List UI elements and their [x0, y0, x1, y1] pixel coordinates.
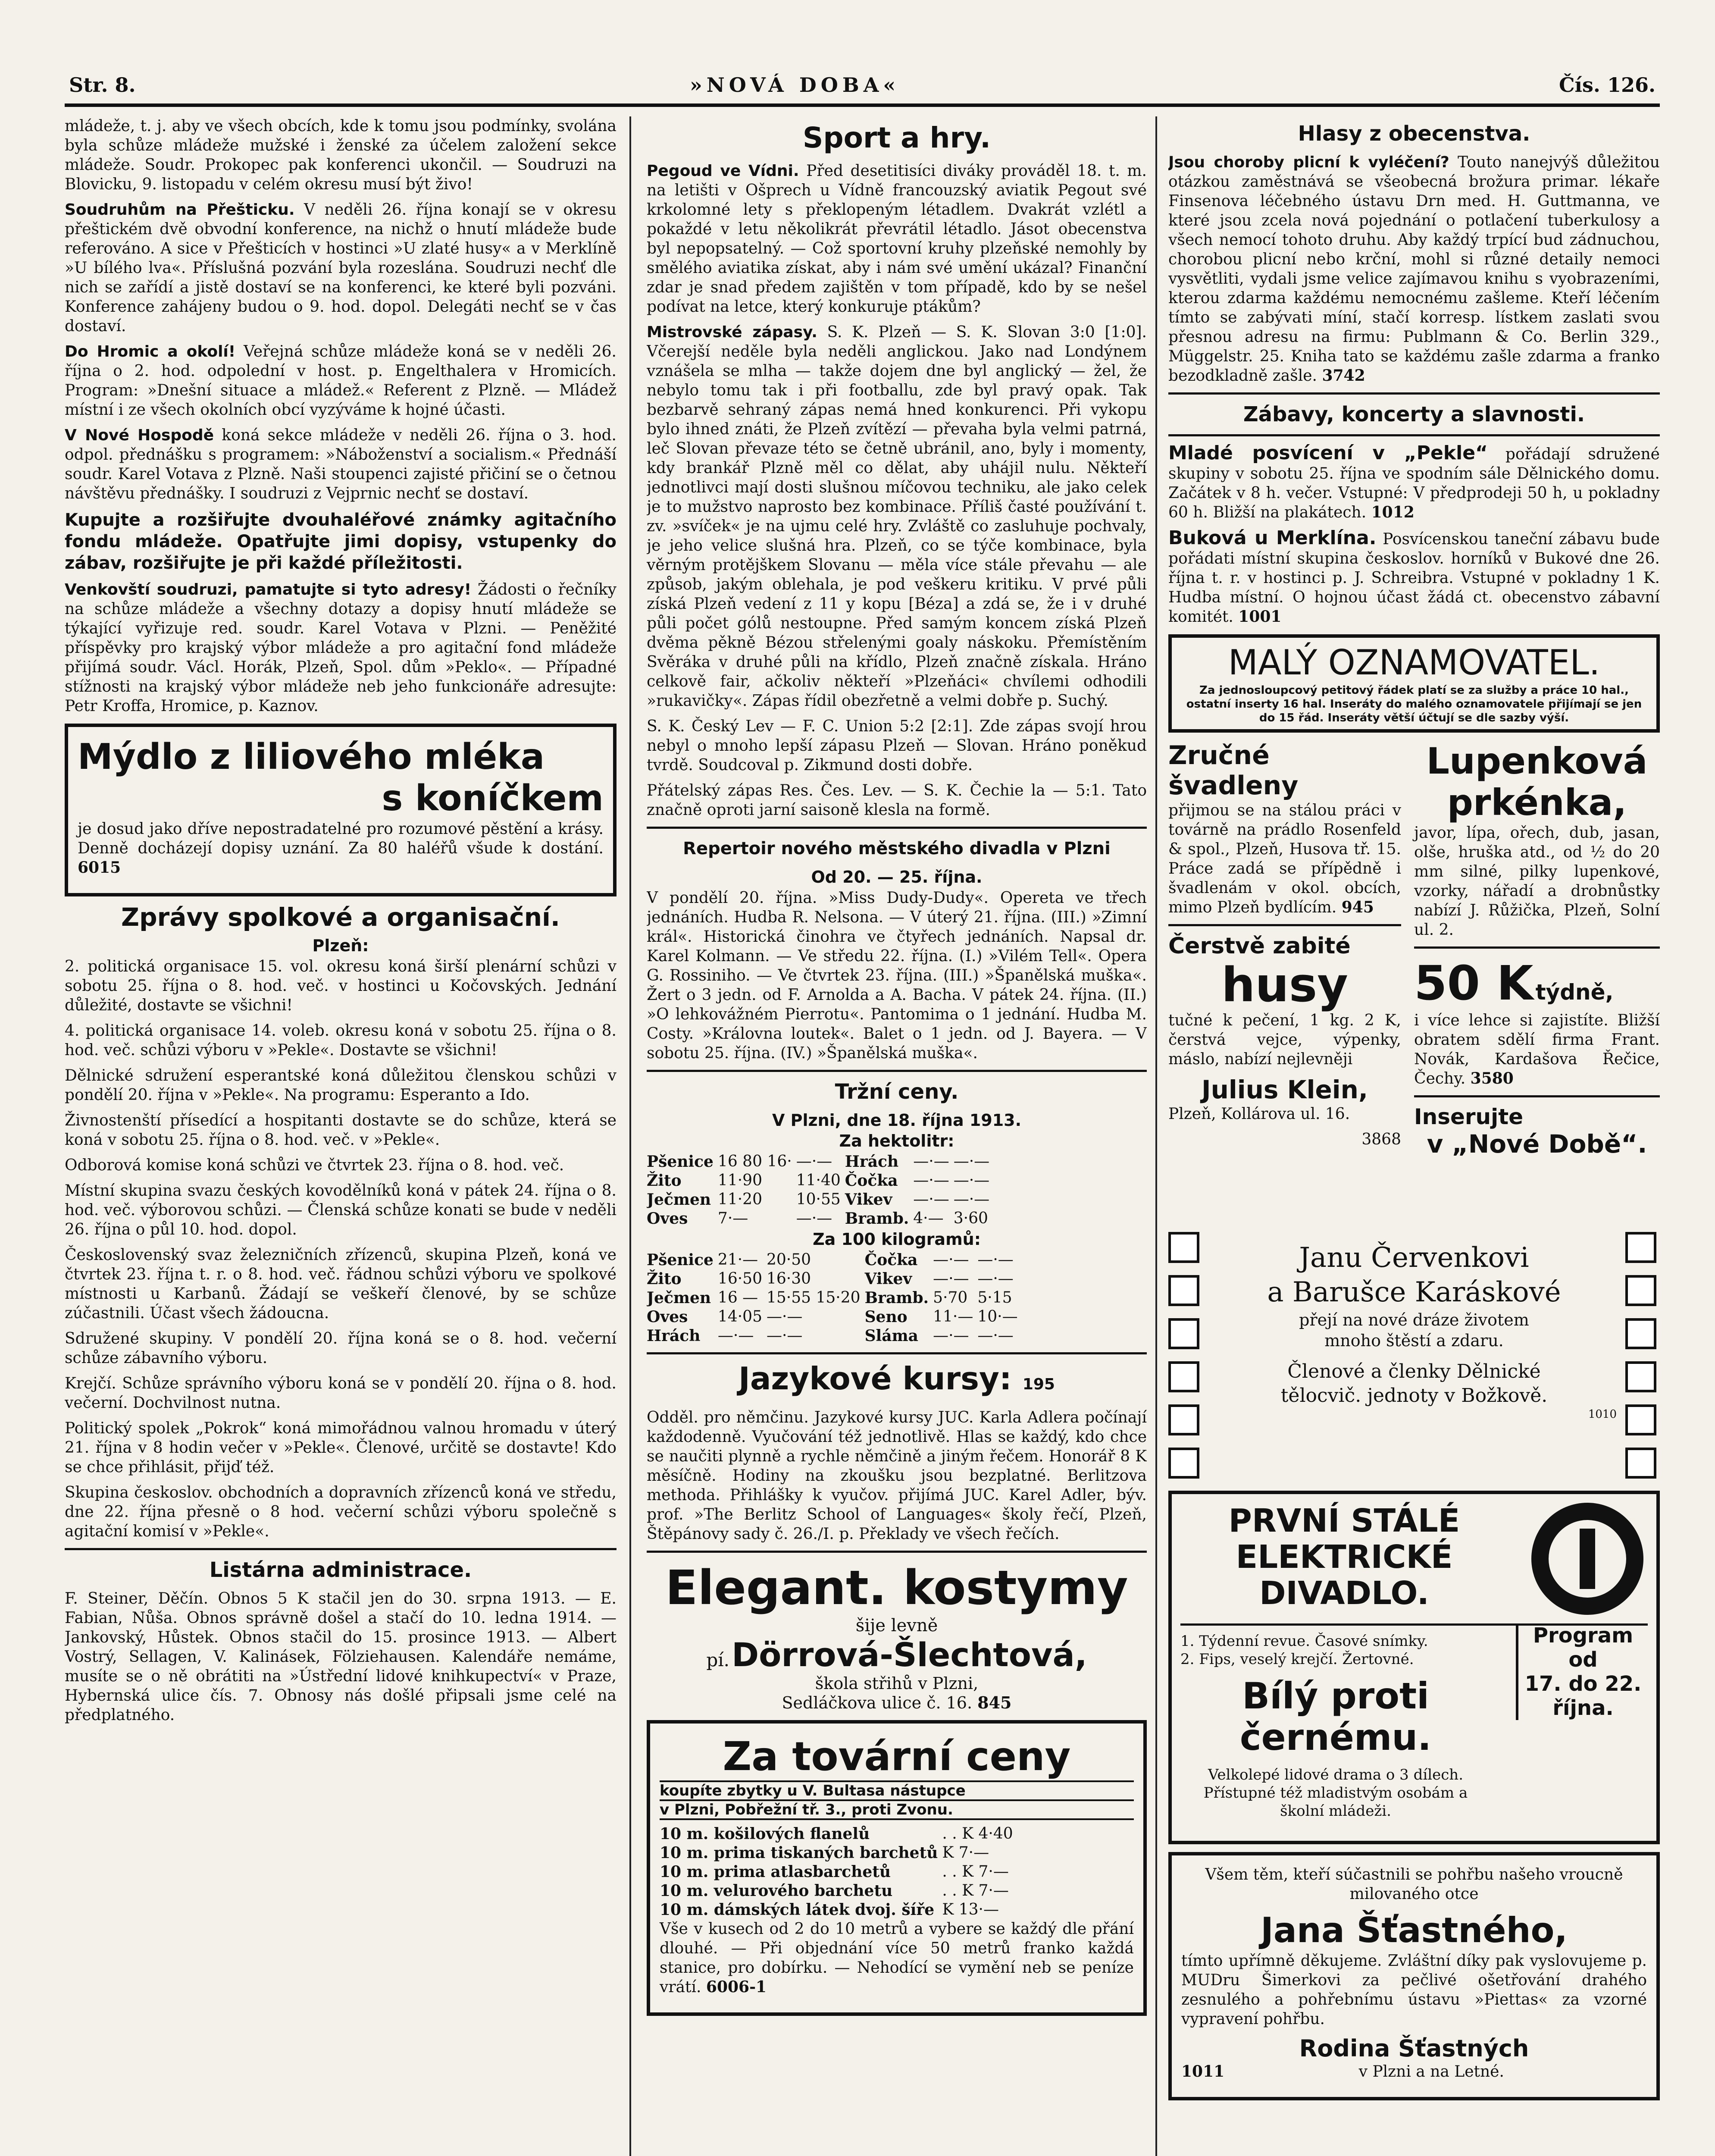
table-cell: Seno	[864, 1308, 908, 1326]
ad-name: Julius Klein,	[1201, 1075, 1368, 1104]
checkbox-icon	[1168, 1361, 1199, 1392]
divider	[1168, 434, 1660, 436]
market-unit: Za hektolitr:	[839, 1131, 955, 1150]
ad-headline: Zručné švadleny	[1168, 740, 1299, 801]
divider	[647, 1551, 1147, 1553]
table-cell: Žito	[647, 1270, 682, 1288]
table-cell: —·—	[796, 1153, 832, 1170]
table-cell: 5·70	[933, 1289, 968, 1307]
table-cell: Vikev	[864, 1270, 912, 1288]
section-title: Zábavy, koncerty a slavnosti.	[1243, 402, 1585, 426]
table-cell: 21·—	[717, 1251, 758, 1269]
table-cell: Ječmen	[647, 1289, 711, 1307]
table-cell: 14·05	[717, 1308, 762, 1326]
table-cell: K 13·—	[942, 1901, 999, 1918]
divider	[647, 827, 1147, 829]
table-cell: —·—	[913, 1172, 949, 1189]
ad-text: javor, lípa, ořech, dub, jasan, olše, hruška atd., od ½ do 20 mm silné, pilky lupenkové, vzorky, nářadí a drobnůstky nabízí J. Růžička, Plzeň, Solní ul. 2.	[1414, 824, 1660, 939]
column-1	[65, 116, 617, 1731]
ad-text: v Plzni, Pobřežní tř. 3., proti Zvonu.	[660, 1801, 1134, 1820]
ad-headline: Lupenková	[1426, 740, 1648, 782]
ad-text: Vše v kusech od 2 do 10 metrů a vybere se každý dle přání dlouhé. — Při objednání více 50 metrů franko každá stanice, pro dobírku. — Nehodící se vymění neb se peníze vrátí. 6006-1	[660, 1920, 1134, 1996]
thanks-name: Jana Šťastného,	[1261, 1910, 1568, 1950]
table-cell: Oves	[647, 1308, 688, 1326]
article-text: mládeže, t. j. aby ve všech obcích, kde k tomu jsou podmínky, svolána byla schůze mládeže mužské i ženské za účelem založení sekce mládeže. Soudr. Prokopec pak konferenci ukončil. — Soudruzi na Blovicku, 9. listopadu v celém okresu musí být živo!	[65, 117, 617, 193]
table-cell: 10 m. košilových flanelů	[660, 1825, 870, 1843]
ad-text: i více lehce si zajistíte. Bližší obratem sdělí firma Frant. Novák, Kardašova Řečice, Čechy. 3580	[1414, 1012, 1660, 1087]
table-cell: Hrách	[647, 1327, 701, 1345]
table-cell: 10 m. prima tiskaných barchetů	[660, 1844, 938, 1862]
section-subtitle: Od 20. — 25. října.	[811, 868, 983, 887]
cinema-program-dates: Program od 17. do 22. října.	[1516, 1623, 1648, 1720]
table-cell: 11·20	[717, 1191, 762, 1208]
ad-headline: s koníčkem	[382, 778, 604, 819]
column-3	[1168, 116, 1660, 2108]
table-cell: —·—	[977, 1270, 1014, 1288]
checkbox-icon	[1625, 1448, 1656, 1479]
congratulation-text: Janu Červenkovi a Barušce Karáskové přejí na nové dráze životem mnoho štěstí a zdaru. Členové a členky Dělnické tělocvič. jednoty v Božkově. 1010	[1267, 1242, 1617, 1421]
courses-text: Odděl. pro němčinu. Jazykové kursy JUC. Karla Adlera počínají každodenně. Vyučování též jednotlivě. Hlas se každý, kdo chce se naučiti plynně a rychle němčině a jiným řečem. Honorář 8 K měsíčně. Hodiny na zkoušku jsou bezplatné. Berlitzova methoda. Přihlášky k vyučov. přijímá JUC. Karel Adler, býv. prof. »The Berlitz School of Languages« školy řečí, Plzeň, Štěpánovy sady č. 26./I. p. Překlady ve všech řečích.	[647, 1409, 1147, 1543]
checkbox-icon	[1625, 1361, 1656, 1392]
event-notice: Mladé posvícení v „Pekle“ pořádají sdružené skupiny v sobotu 25. října ve spodním sále Dělnického domu. Začátek v 8 h. večer. Vstupné: V předprodeji 50 h, u pokladny 60 h. Bližší na plakátech. 1012	[1168, 442, 1660, 521]
table-cell: K 7·—	[942, 1844, 989, 1861]
costume-ad-name: pí. Dörrová-Šlechtová,	[706, 1636, 1087, 1674]
divider	[647, 1070, 1147, 1072]
table-cell: 20·50	[766, 1251, 811, 1269]
market-table-100kg	[647, 1250, 1022, 1345]
checkbox-icon	[1625, 1232, 1656, 1263]
column-2	[647, 116, 1147, 2024]
market-unit: Za 100 kilogramů:	[813, 1230, 981, 1249]
table-cell: Žito	[647, 1172, 682, 1190]
small-ads-left	[1168, 740, 1401, 1155]
cinema-advertisement	[1168, 1491, 1660, 1844]
table-cell: —·—	[913, 1191, 949, 1208]
table-cell: Pšenice	[647, 1153, 714, 1171]
soap-advertisement	[65, 724, 617, 896]
table-cell: —·—	[977, 1327, 1014, 1344]
ad-text: je dosud jako dříve nepostradatelné pro rozumové pěstění a krásy. Denně docházejí dopisy uznání. Za 80 haléřů všude k dostání. 6015	[78, 820, 604, 877]
thanks-signature: Rodina Šťastných	[1299, 2035, 1529, 2062]
checkbox-icon	[1625, 1404, 1656, 1435]
issue-number: Čís. 126.	[1559, 73, 1656, 97]
table-cell: . . K 4·40	[942, 1825, 1013, 1843]
notice: F. Steiner, Děčín. Obnos 5 K stačil jen do 30. srpna 1913. — E. Fabian, Nůša. Obnos správně došel a stačí do 10. ledna 1914. — Jankovský, Hůstek. Obnos stačil do 15. prosince 1913. — Albert Vostrý, Sellagen, V. Kalinásek, Fölziehausen. Kalendáře nemáme, musíte se o ně obrátiti na »Ústřední lidové knihkupectví« v Praze, Hybernská ulice čís. 7. Obnosy nás došlé připsali jsme celé na předplatného.	[65, 1590, 617, 1724]
section-title: Listárna administrace.	[209, 1558, 472, 1582]
article-paragraph: Do Hromic a okolí! Veřejná schůze mládeže koná se v neděli 26. října o 2. hod. odpolední v host. p. Engelthalera v Hromicích. Program: »Dnešní situace a mládež.« Referent z Plzně. — Mládež místní i ze všech okolních obcí vyzýváme k hojné účasti.	[65, 343, 617, 419]
table-cell: Bramb.	[864, 1289, 929, 1307]
table-cell: 10 m. velurového barchetu	[660, 1882, 893, 1900]
column-divider	[1155, 116, 1157, 2156]
ad-headline: Mýdlo z liliového mléka	[78, 736, 545, 777]
section-subtitle: Plzeň:	[312, 936, 369, 955]
market-row	[647, 1171, 994, 1190]
costume-ad-text: šije levně	[855, 1616, 938, 1636]
market-row	[647, 1288, 1022, 1307]
article-paragraph: S. K. Český Lev — F. C. Union 5:2 [2:1]. Zde zápas svojí hrou nebyl o mnoho lepší zápasu Plzeň — Slovan. Hráno poněkud tvrdě. Soudcoval p. Zikmund dosti dobře.	[647, 718, 1147, 774]
small-ads-banner	[1168, 634, 1660, 733]
small-ads-right	[1414, 740, 1660, 1159]
price-row	[660, 1843, 1017, 1862]
table-cell: —·—	[796, 1210, 832, 1227]
table-cell: 16·50	[717, 1270, 762, 1288]
divider	[65, 1548, 617, 1550]
market-row	[647, 1250, 1022, 1269]
section-title: Repertoir nového městského divadla v Plzni	[683, 839, 1111, 859]
table-cell: Čočka	[864, 1251, 918, 1269]
table-cell: —·—	[933, 1327, 969, 1344]
column-divider	[629, 116, 631, 2156]
checkbox-icon	[1625, 1275, 1656, 1306]
table-cell: . . K 7·—	[942, 1863, 1009, 1880]
section-title: Hlasy z obecenstva.	[1298, 122, 1530, 146]
thanks-footer: 1011 v Plzni a na Letné.	[1181, 2062, 1504, 2081]
banner-text: Za jednosloupcový petitový řádek platí se za služby a práce 10 hal., ostatní inserty 16 hal. Inseráty do malého oznamovatele přijímají se jen do 15 řád. Inseráty větší účtují se dle sazby výší.	[1186, 684, 1642, 724]
cinema-logo-icon	[1531, 1503, 1643, 1615]
table-cell: 7·—	[717, 1210, 748, 1227]
article-paragraph: Mistrovské zápasy. S. K. Plzeň — S. K. Slovan 3:0 [1:0]. Včerejší neděle byla neděli anglickou. Jako nad Londýnem vznášela se mlha — takže dojem dne byl anglický — žel, že nebylo tomu tak i při footballu, zde byl pravý opak. Tak bezbarvě sehraný zápas nemá hned konkurenci. Při vykopu bylo ihned znáti, že Plzeň zvítězí — převaha byla velmi patrná, leč Slovan převaze této se četně ubránil, ano, byly i momenty, kdy brankář Plzně měl co dělat, aby uhájil nulu. Někteří jednotlivci mají dosti slušnou míčovou techniku, ale jako celek je to mužstvo naprosto bez kombinace. Příliš časté používání t. zv. »svíček« je na ujmu celé hry. Zvláště co zasluhuje pochvaly, je jeho velice slušná hra. Plzeň, co se týče kombinace, byla věrným protějškem Slovanu — měla více stále převahu — ale způsob, jakým oblehala, je pod veškeru kritiku. V prvé půli získá Plzeň vedení z 11 y kopu [Béza] a zdá se, že i v druhé půli počet gólů nestoupne. Před samým koncem získá Plzeň dvěma pěkně Bézou střelenými goaly náskoku. Přemístěním Svěráka v druhé půli na křídlo, Plzeň značně získala. Hráno celkově fair, ačkoliv někteří »Plzeňáci« chvílemi odhodili »rukavičky«. Zápas řídil obezřetně a velmi dobře p. Suchý.	[647, 323, 1147, 710]
table-cell: 5·15	[977, 1289, 1012, 1307]
checkbox-icon	[1168, 1404, 1199, 1435]
checkbox-icon	[1168, 1232, 1199, 1263]
table-cell: 4·—	[913, 1210, 944, 1227]
ad-headline: husy	[1221, 957, 1348, 1012]
ad-headline: Inserujte	[1414, 1104, 1524, 1129]
table-cell: —·—	[953, 1191, 990, 1208]
small-ads-grid	[1168, 740, 1660, 1223]
table-cell: —·—	[933, 1251, 969, 1269]
checkbox-icon	[1625, 1318, 1656, 1349]
checkbox-icon	[1168, 1318, 1199, 1349]
section-title: Tržní ceny.	[835, 1080, 959, 1104]
notice: 4. politická organisace 14. voleb. okresu koná v sobotu 25. října o 8. hod. več. schůzi výboru v »Pekle«. Dostavte se všichni!	[65, 1022, 617, 1059]
notice: 2. politická organisace 15. vol. okresu koná širší plenární schůzi v sobotu 25. října o 8. hod. več. v hostinci u Kočovských. Jednání důležité, dostavte se všichni!	[65, 958, 617, 1014]
ad-number: 3868	[1361, 1131, 1401, 1148]
ad-text: přijmou se na stálou práci v továrně na prádlo Rosenfeld & spol., Plzeň, Husova tř. 15. Práce zadá se přípědně i švadlenám v okol. obcích, mimo Plzeň bydlícím. 945	[1168, 802, 1401, 916]
appeal-text: Kupujte a rozšiřujte dvouhaléřové známky agitačního fondu mládeže. Opatřujte jimi dopisy, vstupenky do zábav, rozšiřujte je při každé příležitosti.	[65, 510, 617, 573]
notice: Odborová komise koná schůzi ve čtvrtek 23. října o 8. hod. več.	[65, 1156, 564, 1174]
ad-text: tučné k pečení, 1 kg. 2 K, čerstvá vejce, výpenky, máslo, nabízí nejlevněji	[1168, 1012, 1401, 1068]
ad-headline: Za tovární ceny	[723, 1733, 1071, 1780]
cinema-program: 1. Týdenní revue. Časové snímky. 2. Fips, veselý krejčí. Žertovné.	[1180, 1633, 1428, 1668]
market-row	[647, 1326, 1022, 1345]
table-cell: —·—	[953, 1153, 990, 1170]
table-cell: Pšenice	[647, 1251, 714, 1269]
courses-title: Jazykové kursy: 195	[739, 1360, 1055, 1397]
market-row	[647, 1152, 994, 1171]
costume-ad-headline: Elegant. kostymy	[665, 1560, 1128, 1615]
checkbox-icon	[1168, 1448, 1199, 1479]
market-row	[647, 1209, 994, 1228]
newspaper-page	[65, 69, 1660, 2156]
table-cell: 11·40	[796, 1172, 841, 1189]
divider	[1414, 946, 1660, 949]
ad-text: Plzeň, Kollárova ul. 16.	[1168, 1105, 1350, 1123]
table-cell: 11·90	[717, 1172, 762, 1189]
banner-title: MALÝ OZNAMOVATEL.	[1228, 642, 1600, 683]
article-paragraph: Venkovští soudruzi, pamatujte si tyto adresy! Žádosti o řečníky na schůze mládeže a všechny dotazy a dopisy hnutí mládeže se týkající vyřizuje red. soudr. Karel Votava v Plzni. — Peněžité příspěvky pro krajský výbor mládeže a pro agitační fond mládeže přijímá soudr. Václ. Horák, Plzeň, Spol. dům »Peklo«. — Případné stížnosti na krajský výbor mládeže neb jeho funkcionáře adresujte: Petr Kroffa, Hromice, p. Kaznov.	[65, 581, 617, 715]
notice: Československý svaz železničních zřízenců, skupina Plzeň, koná ve čtvrtek 23. října t. r. o 8. hod. več. řádnou schůzi výboru ve spolkové místnosti u Karbanů. Žádají se veškeří členové, by se schůze zúčastnili. Účast všech žádoucna.	[65, 1246, 617, 1322]
congratulation-notice	[1168, 1232, 1660, 1482]
thanks-notice	[1168, 1852, 1660, 2100]
notice: Sdružené skupiny. V pondělí 20. října koná se o 8. hod. večerní schůze zábavního výboru.	[65, 1330, 617, 1367]
price-row	[660, 1862, 1017, 1881]
table-cell: 11·—	[933, 1308, 973, 1326]
article-paragraph: Soudruhům na Přešticku. V neděli 26. října konají se v okresu přeštickém dvě obvodní konference, na nichž o hnutí mládeže bude referováno. A sice v Přešticích v hostinci »U zlaté husy« a v Merklíně »U bílého lva«. Příslušná pozvání byla rozeslána. Soudruzi nechť dle nich se zařídí a jistě dostaví se na konferenci, ke které byli pozváni. Konference zahájeny budou o 9. hod. dopol. Delegáti nechť se v čas dostaví.	[65, 201, 617, 335]
notice: Živnostenští přísedící a hospitanti dostavte se do schůze, která se koná v sobotu 25. října o 8. hod. več. v »Pekle«.	[65, 1112, 617, 1149]
table-cell: 15·55 15·20	[766, 1289, 861, 1307]
page-header	[65, 69, 1660, 107]
table-cell: Ječmen	[647, 1191, 711, 1209]
ad-headline: v „Nové Době“.	[1427, 1129, 1647, 1159]
ad-headline: 50 K týdně,	[1414, 956, 1614, 1011]
table-cell: 3·60	[953, 1210, 988, 1227]
table-cell: —·—	[953, 1172, 990, 1189]
divider	[1414, 1095, 1660, 1097]
market-row	[647, 1269, 1022, 1288]
notice: Skupina českoslov. obchodních a dopravních zřízenců koná ve středu, dne 22. října přesně o 8 hod. večerní schůzi výboru společně s agitační komisí v »Pekle«.	[65, 1484, 617, 1540]
repertoire-text: V pondělí 20. října. »Miss Dudy-Dudy«. Opereta ve třech jednáních. Hudba R. Nelsona. — V úterý 21. října. (III.) »Zimní král«. Historická činohra ve čtyřech jednáních. Napsal dr. Karel Kolmann. — Ve středu 22. října. (I.) »Vilém Tell«. Opera G. Rossiniho. — Ve čtvrtek 23. října. (III.) »Španělská muška«. Žert o 3 jedn. od F. Arnolda a A. Bacha. V pátek 24. října. (II.) »O lehkovážném Pierrotu«. Pantomima o 1 jednání. Hudba M. Costy. »Královna loutek«. Balet o 1 jedn. od J. Bayera. — V sobotu 25. října. (IV.) »Španělská muška«.	[647, 889, 1147, 1062]
masthead-title: »NOVÁ DOBA«	[690, 73, 900, 97]
article-paragraph: Jsou choroby plicní k vyléčení? Touto nanejvýš důležitou otázkou zaměstnává se všeobecná brožura primar. lékaře Finsenova léčebného ústavu Drn med. H. Guttmanna, ve které jsou zcela nová pojednání o potlačení tuberkulosy a všech nemocí tohoto druhu. Aby každý trpící bud zádnuchou, chorobou plicní nebo krční, mohl si různé detaily nemoci vysvětliti, vydali jsme velice zajímavou knihu s vyobrazeními, kterou zdarma každému nemocnému zašleme. Kteří léčením tímto se zabývati míní, stačí korresp. lístkem zaslati svou přesnou adresu na firmu: Publmann & Co. Berlin 329., Müggelstr. 25. Kniha tato se každému zašle zdarma a franko bezodkladně zašle. 3742	[1168, 154, 1660, 385]
price-row	[660, 1881, 1017, 1900]
table-cell: Oves	[647, 1210, 688, 1228]
article-paragraph: Přátelský zápas Res. Čes. Lev. — S. K. Čechie la — 5:1. Tato značně oproti jarní saisoně klesla na formě.	[647, 782, 1147, 819]
market-table-hectoliter	[647, 1152, 994, 1228]
ad-headline: Čerstvě zabité	[1168, 933, 1351, 959]
costume-ad-text: Sedláčkova ulice č. 16. 845	[782, 1693, 1012, 1712]
page-number: Str. 8.	[69, 73, 136, 97]
table-cell: 10 m. prima atlasbarchetů	[660, 1863, 891, 1881]
notice: Dělnické sdružení esperantské koná důležitou členskou schůzi v pondělí 20. října v »Pekle«. Na programu: Esperanto a Ido.	[65, 1067, 617, 1104]
table-cell: Hrách	[845, 1153, 899, 1171]
table-cell: 10 m. dámských látek dvoj. šíře	[660, 1901, 935, 1919]
notice: Politický spolek „Pokrok“ koná mimořádnou valnou hromadu v úterý 21. října v 8 hodin večer v »Pekle«. Členové, určitě se dostavte! Kdo se chce přihlásit, přijď též.	[65, 1420, 617, 1476]
table-cell: —·—	[913, 1153, 949, 1170]
table-cell: 16 80 16·	[717, 1153, 792, 1170]
table-cell: Vikev	[845, 1191, 892, 1209]
price-row	[660, 1900, 1017, 1919]
table-cell: . . K 7·—	[942, 1882, 1009, 1899]
thanks-text: Všem těm, kteří súčastnili se pohřbu našeho vroucně milovaného otce	[1205, 1866, 1623, 1903]
thanks-text: tímto upřímně děkujeme. Zvláštní díky pak vyslovujeme p. MUDru Šimerkovi za pečlivé ošetřování drahého zesnulého a pohřebnímu ústavu »Piettas« za vzorné vypravení pohřbu.	[1181, 1952, 1647, 2028]
table-cell: —·—	[766, 1327, 803, 1344]
market-date: V Plzni, dne 18. října 1913.	[772, 1111, 1022, 1130]
section-title: Zprávy spolkové a organisační.	[121, 903, 560, 932]
notice: Místní skupina svazu českých kovodělníků koná v pátek 24. října o 8. hod. več. výborovou schůzi. — Členská schůze konati se bude v neděli 26. října o půl 10. hod. dopol.	[65, 1182, 617, 1238]
market-row	[647, 1307, 1022, 1326]
table-cell: 10·55	[796, 1191, 841, 1208]
table-cell: 10·—	[977, 1308, 1018, 1326]
table-cell: Bramb.	[845, 1210, 909, 1228]
costume-ad-text: škola střihů v Plzni,	[815, 1674, 979, 1693]
table-cell: 16·30	[766, 1270, 811, 1288]
price-table	[660, 1824, 1017, 1919]
cinema-film-text: Velkolepé lidové drama o 3 dílech. Přístupné též mladistvým osobám a školní mládeži.	[1203, 1766, 1468, 1820]
article-paragraph: Pegoud ve Vídni. Před desetitisíci diváky prováděl 18. t. m. na letišti v Ošprech u Vídně francouzský aviatik Pegout své krkolomné lety s překlopeným létadlem. Dvakrát vzlétl a pokaždé v letu několikrát převrátil létadlo. Jásot obecenstva byl nepopsatelný. — Což sportovní kruhy plzeňské nemohly by smělého aviatika získat, aby i nám své umění ukázal? Finanční zdar je snad předem zajištěn v tom případě, kdo by se nešel podívat na letce, který konkuruje ptákům?	[647, 162, 1147, 316]
cinema-title: PRVNÍ STÁLÉ ELEKTRICKÉ DIVADLO.	[1228, 1502, 1460, 1612]
table-cell: —·—	[977, 1251, 1014, 1269]
price-row	[660, 1824, 1017, 1843]
factory-prices-advertisement	[647, 1720, 1147, 2016]
market-row	[647, 1190, 994, 1209]
table-cell: —·—	[766, 1308, 803, 1326]
table-cell: Čočka	[845, 1172, 898, 1190]
table-cell: —·—	[933, 1270, 969, 1288]
checkbox-icon	[1168, 1275, 1199, 1306]
divider	[647, 1352, 1147, 1354]
divider	[1168, 392, 1660, 395]
table-cell: Sláma	[864, 1327, 918, 1345]
table-cell: 16 —	[717, 1289, 758, 1307]
event-notice: Buková u Merklína. Posvícenskou taneční zábavu bude pořádati místní skupina českoslov. horníků v Bukové dne 26. října t. r. v hostinci p. J. Schreibra. Vstupné v pokladny 1 K. Hudba místní. O hojnou účast žádá ct. obecenstvo zábavní komitét. 1001	[1168, 527, 1660, 626]
ad-text: koupíte zbytky u V. Bultasa nástupce	[660, 1780, 1134, 1801]
ad-headline: prkénka,	[1447, 781, 1627, 824]
article-paragraph: V Nové Hospodě koná sekce mládeže v neděli 26. října o 3. hod. odpol. přednášku s programem: »Náboženství a socialism.« Přednáší soudr. Karel Votava z Plzně. Naši stoupenci zajisté přičiní se o četnou návštěvu přednášky. I soudruzi z Vejprnic nechť se dostaví.	[65, 426, 617, 502]
section-title: Sport a hry.	[802, 121, 991, 154]
cinema-film-title: Bílý proti černému.	[1239, 1675, 1432, 1758]
table-cell: —·—	[717, 1327, 754, 1344]
notice: Krejčí. Schůze správního výboru koná se v pondělí 20. října o 8. hod. večerní. Dochvilnost nutna.	[65, 1375, 617, 1412]
divider	[1168, 924, 1401, 926]
